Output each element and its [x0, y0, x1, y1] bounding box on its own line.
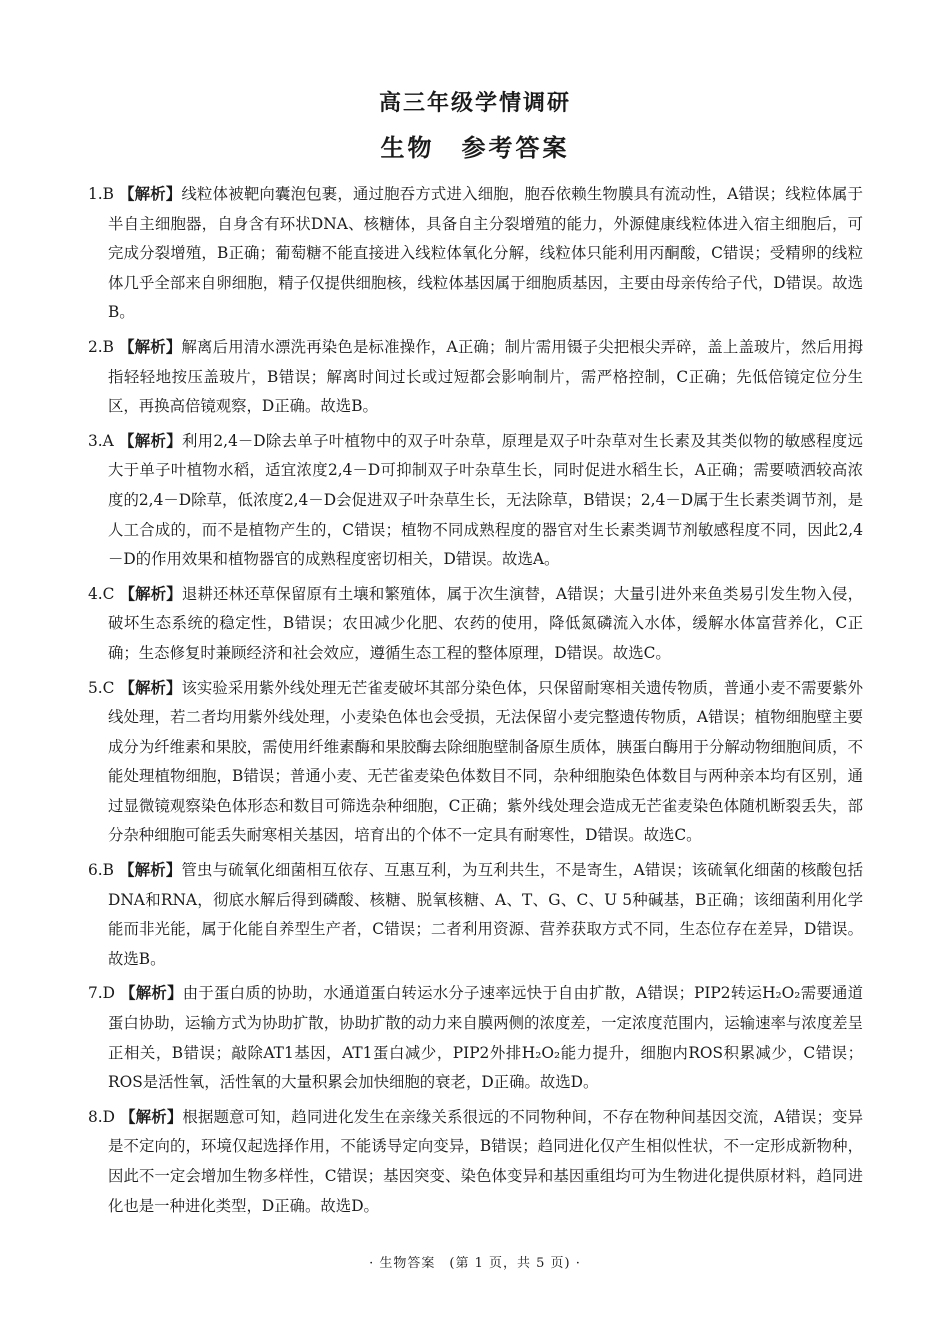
page-title: 高三年级学情调研	[378, 91, 571, 116]
answer-text: 解离后用清水漂洗再染色是标准操作，A正确；制片需用镊子尖把根尖弄碎，盖上盖玻片，然后用拇指轻轻地按压盖玻片，B错误；解离时间过长或过短都会影响制片，需严格控制，C正确；先低倍镜定位分生区，再换高倍镜观察，D正确。故选B。	[108, 337, 863, 416]
analysis-tag: 【解析】	[120, 1107, 183, 1126]
analysis-tag: 【解析】	[119, 185, 182, 203]
answer-item	[88, 427, 863, 575]
answer-item	[88, 333, 863, 422]
analysis-tag: 【解析】	[119, 861, 182, 880]
answer-list	[88, 180, 863, 1226]
answer-item	[88, 1103, 863, 1221]
analysis-tag: 【解析】	[119, 584, 182, 603]
answer-item	[88, 580, 863, 669]
analysis-tag: 【解析】	[119, 431, 182, 450]
answer-number: 4.C	[88, 584, 115, 603]
answer-number: 8.D	[88, 1107, 116, 1126]
answer-text: 该实验采用紫外线处理无芒雀麦破坏其部分染色体，只保留耐寒相关遗传物质，普通小麦不需要紫外线处理，若二者均用紫外线处理，小麦染色体也会受损，无法保留小麦完整遗传物质，A错误；植物细胞壁主要成分为纤维素和果胶，需使用纤维素酶和果胶酶去除细胞壁制备原生质体，胰蛋白酶用于分解动物细胞间质，不能处理植物细胞，B错误；普通小麦、无芒雀麦染色体数目不同，杂种细胞染色体数目与两种亲本均有区别，通过显微镜观察染色体形态和数目可筛选杂种细胞，C正确；紫外线处理会造成无芒雀麦染色体随机断裂丢失，部分杂种细胞可能丢失耐寒相关基因，培育出的个体不一定具有耐寒性，D错误。故选C。	[108, 678, 863, 845]
answer-item	[88, 856, 863, 974]
answer-number: 1.B	[88, 185, 114, 203]
page-subtitle: 生物 参考答案	[380, 134, 570, 162]
answer-text: 根据题意可知，趋同进化发生在亲缘关系很远的不同物种间，不存在物种间基因交流，A错误；变异是不定向的，环境仅起选择作用，不能诱导定向变异，B错误；趋同进化仅产生相似性状，不一定形成新物种，因此不一定会增加生物多样性，C错误；基因突变、染色体变异和基因重组均可为生物进化提供原材料，趋同进化也是一种进化类型，D正确。故选D。	[108, 1107, 863, 1215]
analysis-tag: 【解析】	[120, 984, 183, 1003]
answer-item	[88, 979, 863, 1097]
answer-text: 利用2,4－D除去单子叶植物中的双子叶杂草，原理是双子叶杂草对生长素及其类似物的敏感程度远大于单子叶植物水稻，适宜浓度2,4－D可抑制双子叶杂草生长，同时促进水稻生长，A正确；需要喷洒较高浓度的2,4－D除草，低浓度2,4－D会促进双子叶杂草生长，无法除草，B错误；2,4－D属于生长素类调节剂，是人工合成的，而不是植物产生的，C错误；植物不同成熟程度的器官对生长素类调节剂敏感程度不同，因此2,4－D的作用效果和植物器官的成熟程度密切相关，D错误。故选A。	[108, 431, 863, 569]
answer-text: 由于蛋白质的协助，水通道蛋白转运水分子速率远快于自由扩散，A错误；PIP2转运H₂O₂需要通道蛋白协助，运输方式为协助扩散，协助扩散的动力来自膜两侧的浓度差，一定浓度范围内，运输速率与浓度差呈正相关，B错误；敲除AT1基因，AT1蛋白减少，PIP2外排H₂O₂能力提升，细胞内ROS积累减少，C错误；ROS是活性氧，活性氧的大量积累会加快细胞的衰老，D正确。故选D。	[108, 984, 863, 1092]
page-footer: · 生物答案 (第 1 页，共 5 页) ·	[369, 1256, 581, 1271]
answer-number: 5.C	[88, 678, 115, 697]
answer-number: 6.B	[88, 861, 114, 880]
answer-number: 7.D	[88, 984, 116, 1003]
answer-item	[88, 674, 863, 852]
answer-text: 退耕还林还草保留原有土壤和繁殖体，属于次生演替，A错误；大量引进外来鱼类易引发生物入侵，破坏生态系统的稳定性，B错误；农田减少化肥、农药的使用，降低氮磷流入水体，缓解水体富营养化，C正确；生态修复时兼顾经济和社会效应，遵循生态工程的整体原理，D错误。故选C。	[108, 584, 863, 662]
answer-item	[88, 180, 863, 328]
analysis-tag: 【解析】	[119, 337, 182, 356]
answer-number: 2.B	[88, 337, 114, 356]
answer-text: 管虫与硫氧化细菌相互依存、互惠互利，为互利共生，不是寄生，A错误；该硫氧化细菌的核酸包括DNA和RNA，彻底水解后得到磷酸、核糖、脱氧核糖、A、T、G、C、U 5种碱基，B正确；该细菌利用化学能而非光能，属于化能自养型生产者，C错误；二者利用资源、营养获取方式不同，生态位存在差异，D错误。故选B。	[108, 861, 863, 968]
analysis-tag: 【解析】	[119, 678, 182, 697]
answer-text: 线粒体被靶向囊泡包裹，通过胞吞方式进入细胞，胞吞依赖生物膜具有流动性，A错误；线粒体属于半自主细胞器，自身含有环状DNA、核糖体，具备自主分裂增殖的能力，外源健康线粒体进入宿主细胞后，可完成分裂增殖，B正确；葡萄糖不能直接进入线粒体氧化分解，线粒体只能利用丙酮酸，C错误；受精卵的线粒体几乎全部来自卵细胞，精子仅提供细胞核，线粒体基因属于细胞质基因，主要由母亲传给子代，D错误。故选B。	[108, 185, 863, 322]
answer-number: 3.A	[88, 431, 114, 450]
